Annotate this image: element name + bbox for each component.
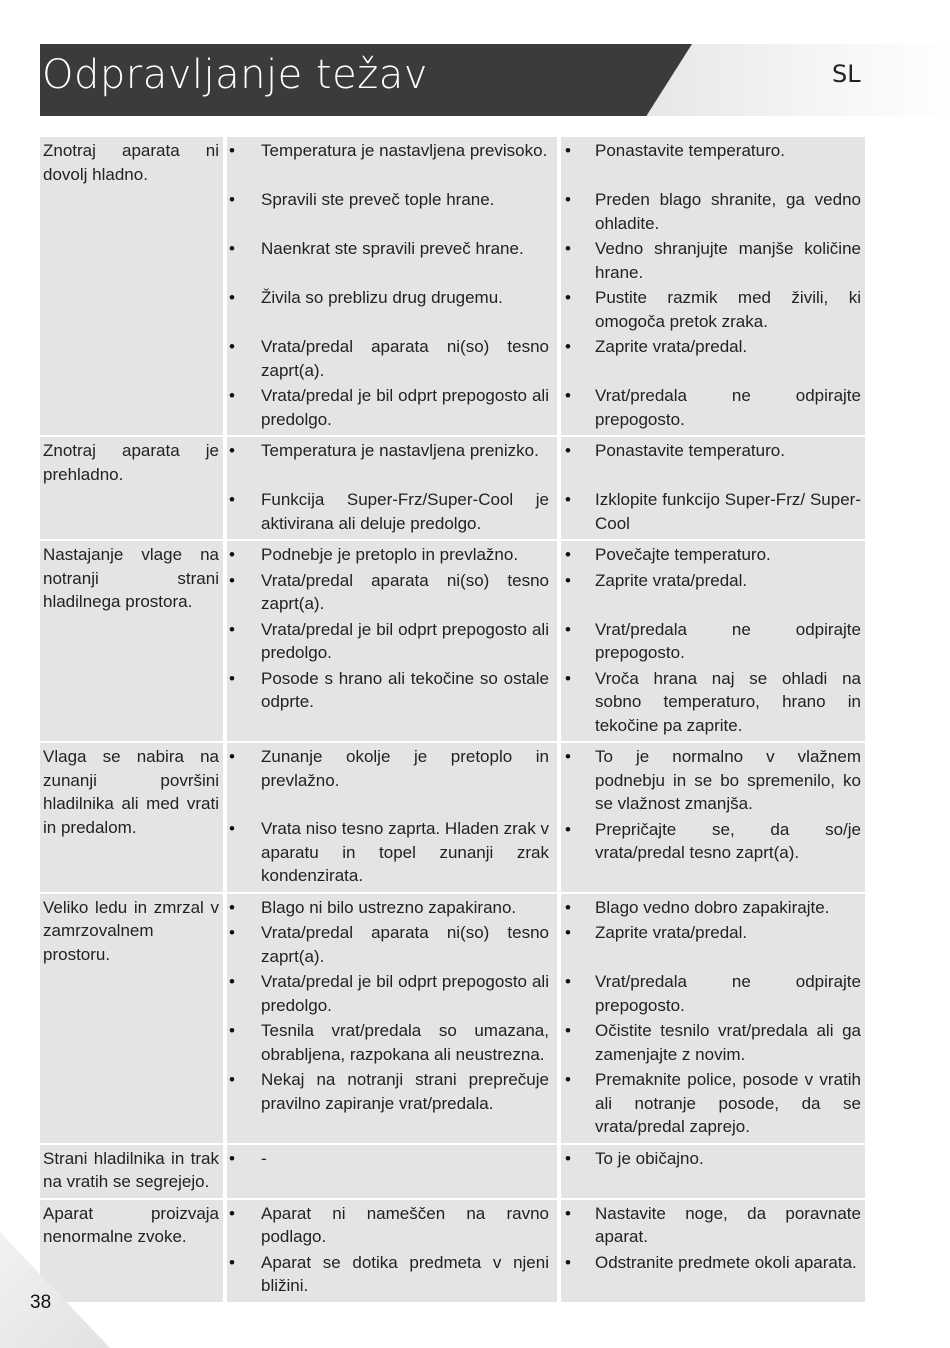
solution-item: • Premaknite police, posode v vratih ali notranje posode, da se vrata/predal zaprejo.	[565, 1068, 861, 1139]
solution-item: • Izklopite funkcijo Super-Frz/ Super-Cool	[565, 488, 861, 535]
solution-cell	[561, 894, 865, 1143]
solution-item: • Zaprite vrata/predal.	[565, 335, 861, 382]
cause-item: • Temperatura je nastavljena prenizko.	[231, 439, 549, 486]
cause-item: • Aparat se dotika predmeta v njeni bližini.	[231, 1251, 549, 1298]
table-row	[40, 1200, 865, 1302]
cause-item: • Tesnila vrat/predala so umazana, obrabljena, razpokana ali neustrezna.	[231, 1019, 549, 1066]
table-row	[40, 541, 865, 741]
problem-cell: Vlaga se nabira na zunanji površini hladilnika ali med vrati in predalom.	[40, 743, 223, 892]
cause-item: • -	[231, 1147, 549, 1194]
solution-cell	[561, 541, 865, 741]
cause-item: • Podnebje je pretoplo in prevlažno.	[231, 543, 549, 567]
cause-item: • Vrata/predal je bil odprt prepogosto ali predolgo.	[231, 384, 549, 431]
cause-item: • Naenkrat ste spravili preveč hrane.	[231, 237, 549, 284]
solution-item: • Preden blago shranite, ga vedno ohladite.	[565, 188, 861, 235]
problem-cell: Strani hladilnika in trak na vratih se segrejejo.	[40, 1145, 223, 1198]
solution-item: • Zaprite vrata/predal.	[565, 921, 861, 968]
cause-item: • Vrata/predal aparata ni(so) tesno zaprt(a).	[231, 921, 549, 968]
table-row	[40, 137, 865, 435]
problem-cell: Znotraj aparata je prehladno.	[40, 437, 223, 539]
page-number: 38	[30, 1292, 52, 1313]
problem-cell: Veliko ledu in zmrzal v zamrzovalnem prostoru.	[40, 894, 223, 1143]
cause-item: • Vrata/predal aparata ni(so) tesno zaprt(a).	[231, 335, 549, 382]
table-row	[40, 894, 865, 1143]
problem-cell: Nastajanje vlage na notranji strani hladilnega prostora.	[40, 541, 223, 741]
solution-item: • To je običajno.	[565, 1147, 861, 1194]
solution-cell	[561, 437, 865, 539]
cause-cell	[227, 541, 557, 741]
cause-item: • Posode s hrano ali tekočine so ostale odprte.	[231, 667, 549, 737]
solution-item: • Očistite tesnilo vrat/predala ali ga zamenjajte z novim.	[565, 1019, 861, 1066]
table-row	[40, 743, 865, 892]
solution-item: • Odstranite predmete okoli aparata.	[565, 1251, 861, 1298]
cause-item: • Vrata/predal aparata ni(so) tesno zaprt(a).	[231, 569, 549, 616]
page-title: Odpravljanje težav	[42, 52, 428, 98]
cause-item: • Vrata niso tesno zaprta. Hladen zrak v aparatu in topel zunanji zrak kondenzirata.	[231, 817, 549, 888]
solution-item: • Vrat/predala ne odpirajte prepogosto.	[565, 384, 861, 431]
cause-item: • Temperatura je nastavljena previsoko.	[231, 139, 549, 186]
cause-item: • Zunanje okolje je pretoplo in prevlažno.	[231, 745, 549, 815]
cause-item: • Nekaj na notranji strani preprečuje pravilno zapiranje vrat/predala.	[231, 1068, 549, 1138]
problem-cell: Aparat proizvaja nenormalne zvoke.	[40, 1200, 223, 1302]
header-decoration	[640, 44, 950, 116]
solution-item: • Vroča hrana naj se ohladi na sobno temperaturo, hrano in tekočine pa zaprite.	[565, 667, 861, 738]
solution-item: • To je normalno v vlažnem podnebju in se bo spremenilo, ko se vlažnost zmanjša.	[565, 745, 861, 816]
cause-cell	[227, 437, 557, 539]
table-row	[40, 437, 865, 539]
problem-cell: Znotraj aparata ni dovolj hladno.	[40, 137, 223, 435]
solution-item: • Vrat/predala ne odpirajte prepogosto.	[565, 970, 861, 1017]
solution-item: • Povečajte temperaturo.	[565, 543, 861, 567]
solution-item: • Vrat/predala ne odpirajte prepogosto.	[565, 618, 861, 665]
solution-item: • Ponastavite temperaturo.	[565, 439, 861, 486]
cause-item: • Funkcija Super-Frz/Super-Cool je aktivirana ali deluje predolgo.	[231, 488, 549, 535]
solution-cell	[561, 137, 865, 435]
cause-item: • Spravili ste preveč tople hrane.	[231, 188, 549, 235]
solution-item: • Prepričajte se, da so/je vrata/predal tesno zaprt(a).	[565, 818, 861, 888]
solution-item: • Pustite razmik med živili, ki omogoča pretok zraka.	[565, 286, 861, 333]
cause-item: • Vrata/predal je bil odprt prepogosto ali predolgo.	[231, 618, 549, 665]
cause-item: • Blago ni bilo ustrezno zapakirano.	[231, 896, 549, 920]
cause-cell	[227, 1200, 557, 1302]
cause-cell	[227, 137, 557, 435]
troubleshooting-table	[40, 137, 865, 1304]
cause-cell	[227, 1145, 557, 1198]
cause-cell	[227, 743, 557, 892]
solution-cell	[561, 743, 865, 892]
solution-item: • Ponastavite temperaturo.	[565, 139, 861, 186]
solution-item: • Nastavite noge, da poravnate aparat.	[565, 1202, 861, 1249]
solution-cell	[561, 1145, 865, 1198]
solution-item: • Blago vedno dobro zapakirajte.	[565, 896, 861, 920]
solution-cell	[561, 1200, 865, 1302]
cause-item: • Vrata/predal je bil odprt prepogosto ali predolgo.	[231, 970, 549, 1017]
cause-item: • Živila so preblizu drug drugemu.	[231, 286, 549, 333]
cause-item: • Aparat ni nameščen na ravno podlago.	[231, 1202, 549, 1249]
table-row	[40, 1145, 865, 1198]
solution-item: • Zaprite vrata/predal.	[565, 569, 861, 616]
solution-item: • Vedno shranjujte manjše količine hrane.	[565, 237, 861, 284]
language-code: SL	[832, 60, 861, 88]
cause-cell	[227, 894, 557, 1143]
